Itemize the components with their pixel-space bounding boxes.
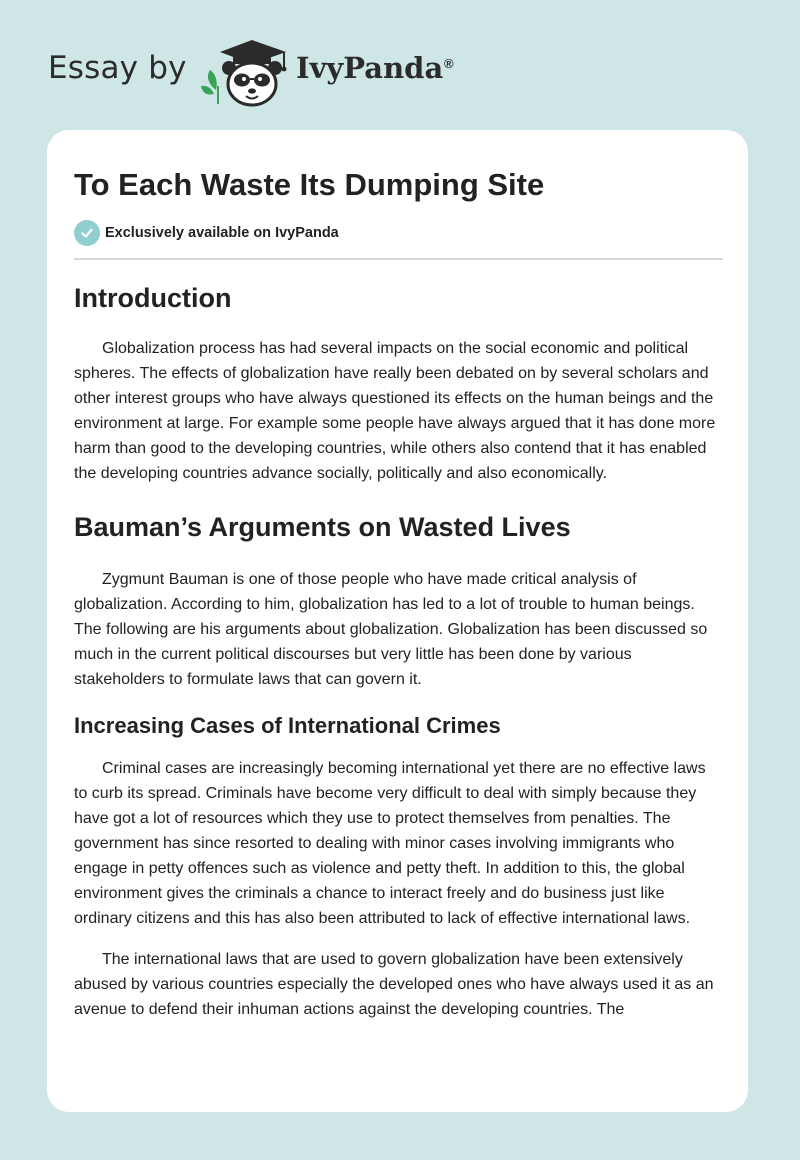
- site-header: [0, 0, 800, 130]
- panda-graduate-icon[interactable]: [200, 34, 296, 110]
- section-heading-introduction: Introduction: [74, 283, 232, 313]
- ivy-leaf-icon: [201, 70, 218, 104]
- essay-card: [47, 130, 748, 1112]
- section-heading-crimes: Increasing Cases of International Crimes: [74, 713, 501, 738]
- exclusive-label: Exclusively available on IvyPanda: [105, 225, 339, 241]
- paragraph-crimes-1: Criminal cases are increasingly becoming international yet there are no effective laws to curb its spread. Criminals have become very difficult to deal with simply because they have got a lot of resources which they use to protect themselves from penalties. The government has since resorted to dealing with minor cases involving immigrants who engage in petty offences such as violence and petty theft. In addition to this, the global environment gives the criminals a chance to interact freely and do business just like ordinary citizens and this has also been attributed to lack of effective international laws.: [74, 760, 706, 927]
- paragraph-introduction: Globalization process has had several impacts on the social economic and political spheres. The effects of globalization have really been debated on by several scholars and other interest groups who have always questioned its effects on the human beings and the environment at large. For example some people have always argued that it has done more harm than good to the developing countries, while others also contend that it has enabled the developing countries advance socially, politically and also economically.: [74, 340, 716, 482]
- paragraph-bauman: Zygmunt Bauman is one of those people who have made critical analysis of globalization. According to him, globalization has led to a lot of trouble to human beings. The following are his arguments about globalization. Globalization has been discussed so much in the current political discourses but very little has been done by various stakeholders to formulate laws that can govern it.: [74, 571, 708, 688]
- page-title: To Each Waste Its Dumping Site: [74, 167, 545, 202]
- brand-name[interactable]: IvyPanda: [296, 51, 444, 85]
- paragraph-crimes-2: The international laws that are used to govern globalization have been extensively abused by various countries especially the developed ones who have always used it as an avenue to defend their inhuman actions against the developing countries. The: [74, 951, 714, 1018]
- essay-content: [74, 164, 723, 1022]
- check-icon: [74, 220, 100, 246]
- exclusive-badge: [74, 220, 723, 246]
- brand-prefix: Essay by: [48, 50, 187, 86]
- divider: [74, 258, 723, 260]
- section-heading-bauman: Bauman’s Arguments on Wasted Lives: [74, 512, 571, 542]
- registered-mark: ®: [444, 56, 454, 71]
